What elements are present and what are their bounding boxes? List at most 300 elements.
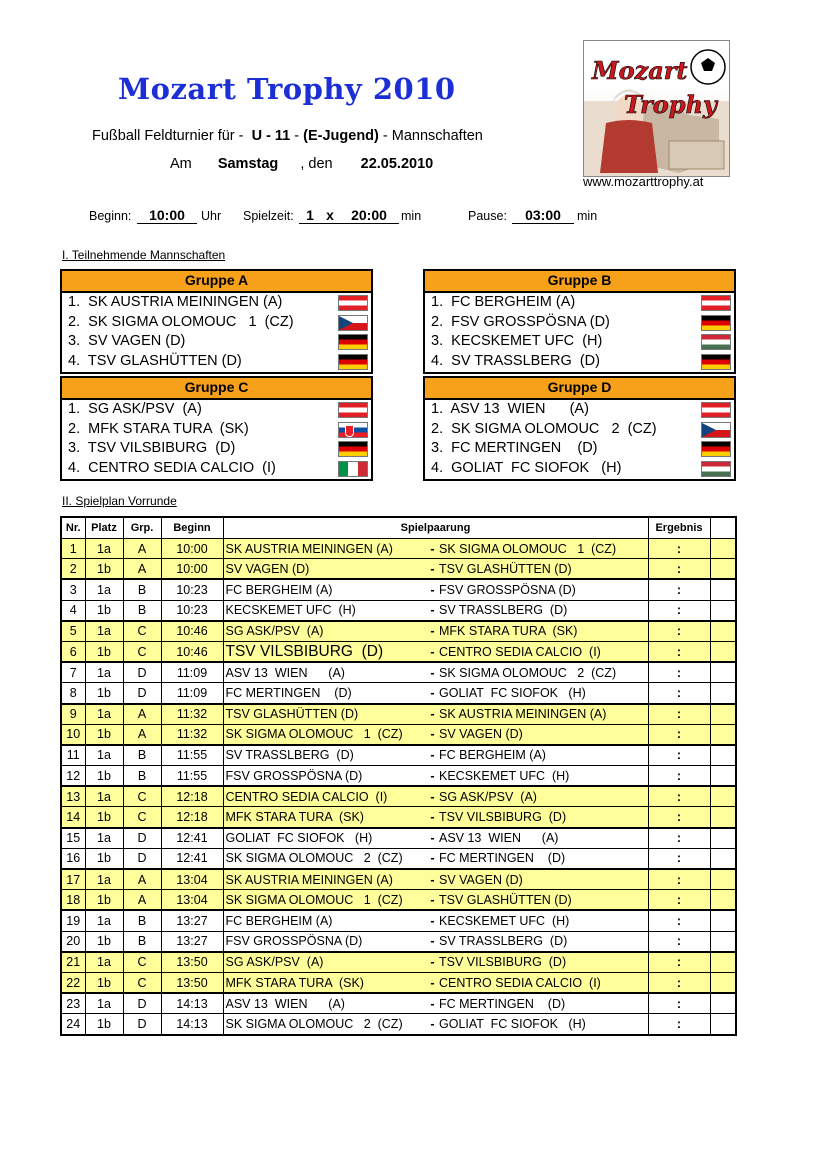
match-separator: - [430, 955, 435, 970]
logo-url: www.mozarttrophy.at [583, 174, 704, 189]
cell-platz: 1b [85, 724, 123, 745]
subtitle-category: (E-Jugend) [303, 128, 379, 144]
cell-away-team: CENTRO SEDIA CALCIO (I) [439, 975, 601, 990]
table-row [61, 910, 736, 931]
cell-grp: A [123, 704, 161, 725]
table-row [61, 579, 736, 600]
header-grp: Grp. [123, 517, 161, 539]
cell-platz: 1b [85, 641, 123, 662]
cell-grp: C [123, 952, 161, 973]
cell-home-team: GOLIAT FC SIOFOK (H) [223, 828, 426, 849]
cell-platz: 1b [85, 1014, 123, 1035]
match-separator: - [430, 851, 435, 866]
cell-grp: B [123, 931, 161, 952]
group-team-row [425, 400, 734, 420]
match-separator: - [430, 644, 435, 659]
header-spielpaarung: Spielpaarung [223, 517, 648, 539]
cell-away-team-wrap [426, 579, 648, 600]
flag-austria-icon [701, 402, 731, 418]
match-separator: - [430, 603, 435, 618]
cell-away-team: MFK STARA TURA (SK) [439, 624, 578, 639]
table-row [61, 724, 736, 745]
table-row [61, 683, 736, 704]
cell-home-team: SK SIGMA OLOMOUC 1 (CZ) [223, 890, 426, 911]
cell-result[interactable]: : [648, 662, 710, 683]
cell-result[interactable]: : [648, 724, 710, 745]
cell-result[interactable]: : [648, 704, 710, 725]
table-row [61, 848, 736, 869]
cell-away-team-wrap [426, 828, 648, 849]
cell-time: 13:27 [161, 910, 223, 931]
group-team-row [62, 332, 371, 352]
logo-text-mozart: Mozart [592, 56, 688, 85]
cell-away-team-wrap [426, 621, 648, 642]
cell-result[interactable]: : [648, 848, 710, 869]
cell-grp: B [123, 745, 161, 766]
cell-result[interactable]: : [648, 910, 710, 931]
cell-home-team: FC BERGHEIM (A) [223, 579, 426, 600]
subtitle-age: U - 11 [251, 128, 291, 144]
cell-away-team-wrap [426, 559, 648, 580]
cell-blank [710, 786, 736, 807]
schedule-table [60, 516, 737, 1036]
group-team-row [62, 400, 371, 420]
cell-time: 12:41 [161, 828, 223, 849]
cell-grp: D [123, 1014, 161, 1035]
team-label: 4. GOLIAT FC SIOFOK (H) [431, 459, 622, 476]
cell-grp: C [123, 641, 161, 662]
cell-result[interactable]: : [648, 683, 710, 704]
pause-value: 03:00 [512, 207, 574, 224]
table-row [61, 993, 736, 1014]
cell-nr: 12 [61, 766, 85, 787]
flag-germany-icon [338, 354, 368, 370]
cell-blank [710, 952, 736, 973]
cell-nr: 21 [61, 952, 85, 973]
cell-time: 11:09 [161, 683, 223, 704]
group-team-row [425, 352, 734, 372]
match-separator: - [430, 996, 435, 1011]
cell-away-team: FC MERTINGEN (D) [439, 851, 566, 866]
cell-nr: 24 [61, 1014, 85, 1035]
match-separator: - [430, 685, 435, 700]
cell-nr: 1 [61, 539, 85, 559]
cell-time: 10:00 [161, 559, 223, 580]
cell-platz: 1b [85, 807, 123, 828]
group-header: Gruppe A [62, 271, 371, 293]
header-nr: Nr. [61, 517, 85, 539]
cell-blank [710, 579, 736, 600]
cell-away-team-wrap [426, 848, 648, 869]
cell-platz: 1a [85, 539, 123, 559]
team-label: 1. SK AUSTRIA MEININGEN (A) [68, 294, 283, 310]
cell-platz: 1a [85, 828, 123, 849]
cell-home-team: CENTRO SEDIA CALCIO (I) [223, 786, 426, 807]
team-label: 1. SG ASK/PSV (A) [68, 401, 202, 417]
table-row [61, 539, 736, 559]
cell-platz: 1a [85, 745, 123, 766]
cell-platz: 1b [85, 600, 123, 621]
flag-hungary-icon [701, 461, 731, 477]
cell-grp: B [123, 579, 161, 600]
cell-away-team: SG ASK/PSV (A) [439, 789, 537, 804]
cell-home-team: FSV GROSSPÖSNA (D) [223, 766, 426, 787]
playtime-x: x [321, 207, 339, 224]
match-separator: - [430, 665, 435, 680]
cell-time: 10:23 [161, 579, 223, 600]
table-row [61, 1014, 736, 1035]
group-header: Gruppe C [62, 378, 371, 400]
flag-austria-icon [338, 402, 368, 418]
cell-grp: D [123, 993, 161, 1014]
cell-grp: A [123, 890, 161, 911]
cell-platz: 1a [85, 869, 123, 890]
cell-grp: C [123, 972, 161, 993]
cell-away-team: TSV GLASHÜTTEN (D) [439, 892, 572, 907]
match-separator: - [430, 727, 435, 742]
cell-home-team: TSV VILSBIBURG (D) [223, 641, 426, 662]
cell-nr: 7 [61, 662, 85, 683]
match-separator: - [430, 810, 435, 825]
cell-home-team: SV TRASSLBERG (D) [223, 745, 426, 766]
cell-nr: 22 [61, 972, 85, 993]
table-row [61, 890, 736, 911]
cell-away-team-wrap [426, 890, 648, 911]
table-row [61, 828, 736, 849]
pause-unit: min [577, 209, 598, 223]
group-box-a [60, 269, 373, 374]
cell-platz: 1a [85, 704, 123, 725]
match-separator: - [430, 561, 435, 576]
group-box-b [423, 269, 736, 374]
cell-platz: 1b [85, 848, 123, 869]
cell-away-team-wrap [426, 662, 648, 683]
cell-grp: C [123, 621, 161, 642]
cell-away-team-wrap [426, 807, 648, 828]
cell-platz: 1a [85, 579, 123, 600]
group-team-row [62, 313, 371, 333]
cell-platz: 1b [85, 559, 123, 580]
cell-away-team: SV TRASSLBERG (D) [439, 934, 568, 949]
table-row [61, 807, 736, 828]
team-label: 2. MFK STARA TURA (SK) [68, 420, 249, 437]
table-row [61, 641, 736, 662]
cell-away-team-wrap [426, 745, 648, 766]
cell-blank [710, 559, 736, 580]
cell-home-team: SK SIGMA OLOMOUC 2 (CZ) [223, 848, 426, 869]
cell-time: 10:46 [161, 641, 223, 662]
cell-grp: C [123, 807, 161, 828]
cell-grp: C [123, 786, 161, 807]
cell-away-team: GOLIAT FC SIOFOK (H) [439, 1016, 586, 1031]
cell-blank [710, 621, 736, 642]
cell-result[interactable]: : [648, 579, 710, 600]
cell-result[interactable]: : [648, 745, 710, 766]
cell-grp: A [123, 539, 161, 559]
group-team-row [425, 332, 734, 352]
cell-away-team-wrap [426, 786, 648, 807]
cell-time: 12:18 [161, 786, 223, 807]
logo-text-trophy: Trophy [624, 90, 717, 119]
cell-grp: B [123, 600, 161, 621]
table-row [61, 662, 736, 683]
team-label: 1. FC BERGHEIM (A) [431, 294, 576, 310]
cell-result[interactable]: : [648, 621, 710, 642]
cell-result[interactable]: : [648, 641, 710, 662]
cell-away-team: CENTRO SEDIA CALCIO (I) [439, 644, 601, 659]
playtime-value: 20:00 [339, 207, 399, 224]
cell-blank [710, 1014, 736, 1035]
cell-result[interactable]: : [648, 766, 710, 787]
cell-blank [710, 993, 736, 1014]
date-value: 22.05.2010 [360, 156, 434, 172]
cell-blank [710, 641, 736, 662]
table-row [61, 559, 736, 580]
cell-result[interactable]: : [648, 559, 710, 580]
cell-nr: 10 [61, 724, 85, 745]
cell-time: 10:46 [161, 621, 223, 642]
cell-grp: B [123, 910, 161, 931]
cell-away-team-wrap [426, 1014, 648, 1035]
cell-nr: 6 [61, 641, 85, 662]
cell-blank [710, 683, 736, 704]
cell-result[interactable]: : [648, 539, 710, 559]
subtitle-suffix: - Mannschaften [382, 128, 483, 144]
cell-away-team: SK AUSTRIA MEININGEN (A) [439, 707, 607, 722]
page-title: Mozart Trophy 2010 [118, 72, 456, 106]
table-row [61, 931, 736, 952]
section-teams-heading: I. Teilnehmende Mannschaften [62, 248, 226, 262]
flag-austria-icon [701, 295, 731, 311]
cell-blank [710, 704, 736, 725]
cell-blank [710, 745, 736, 766]
begin-label: Beginn: [89, 209, 132, 223]
cell-platz: 1a [85, 993, 123, 1014]
times-line [0, 209, 827, 229]
cell-home-team: FSV GROSSPÖSNA (D) [223, 931, 426, 952]
team-label: 3. FC MERTINGEN (D) [431, 440, 598, 456]
table-row [61, 952, 736, 973]
group-box-d [423, 376, 736, 481]
header-blank [710, 517, 736, 539]
table-row [61, 745, 736, 766]
cell-result[interactable]: : [648, 828, 710, 849]
cell-away-team: SV VAGEN (D) [439, 872, 523, 887]
subtitle-prefix: Fußball Feldturnier für - [92, 128, 244, 144]
flag-italy-icon [338, 461, 368, 477]
cell-away-team: KECSKEMET UFC (H) [439, 768, 570, 783]
flag-germany-icon [338, 334, 368, 350]
subtitle [92, 128, 483, 144]
cell-blank [710, 869, 736, 890]
cell-result[interactable]: : [648, 890, 710, 911]
group-team-row [425, 439, 734, 459]
group-team-row [62, 439, 371, 459]
cell-time: 11:32 [161, 704, 223, 725]
cell-platz: 1b [85, 972, 123, 993]
cell-nr: 14 [61, 807, 85, 828]
begin-value: 10:00 [137, 207, 197, 224]
date-am: Am [170, 156, 192, 172]
cell-time: 13:04 [161, 890, 223, 911]
header-platz: Platz [85, 517, 123, 539]
begin-unit: Uhr [201, 209, 222, 223]
cell-platz: 1b [85, 890, 123, 911]
cell-nr: 9 [61, 704, 85, 725]
cell-away-team: TSV VILSBIBURG (D) [439, 955, 567, 970]
cell-nr: 19 [61, 910, 85, 931]
group-team-row [62, 352, 371, 372]
cell-nr: 13 [61, 786, 85, 807]
cell-result[interactable]: : [648, 869, 710, 890]
cell-nr: 16 [61, 848, 85, 869]
match-separator: - [430, 1016, 435, 1031]
group-team-row [425, 293, 734, 313]
cell-grp: D [123, 848, 161, 869]
cell-result[interactable]: : [648, 600, 710, 621]
cell-away-team: FC BERGHEIM (A) [439, 748, 546, 763]
cell-away-team: KECSKEMET UFC (H) [439, 913, 570, 928]
date-line [170, 156, 433, 172]
match-separator: - [430, 624, 435, 639]
match-separator: - [430, 582, 435, 597]
cell-home-team: ASV 13 WIEN (A) [223, 993, 426, 1014]
cell-away-team-wrap [426, 952, 648, 973]
cell-time: 13:04 [161, 869, 223, 890]
cell-home-team: MFK STARA TURA (SK) [223, 972, 426, 993]
cell-blank [710, 910, 736, 931]
team-label: 2. FSV GROSSPÖSNA (D) [431, 313, 610, 330]
cell-away-team-wrap [426, 993, 648, 1014]
cell-platz: 1a [85, 910, 123, 931]
cell-nr: 20 [61, 931, 85, 952]
flag-czech-icon [701, 422, 731, 438]
cell-blank [710, 724, 736, 745]
cell-blank [710, 931, 736, 952]
group-team-row [62, 459, 371, 479]
group-team-row [425, 420, 734, 440]
playtime-unit: min [401, 209, 422, 223]
cell-away-team-wrap [426, 704, 648, 725]
cell-blank [710, 662, 736, 683]
cell-away-team-wrap [426, 766, 648, 787]
table-row [61, 869, 736, 890]
cell-away-team: SV TRASSLBERG (D) [439, 603, 568, 618]
cell-result[interactable]: : [648, 972, 710, 993]
cell-nr: 11 [61, 745, 85, 766]
cell-blank [710, 848, 736, 869]
match-separator: - [430, 768, 435, 783]
cell-platz: 1b [85, 683, 123, 704]
logo-graphic [584, 41, 729, 176]
cell-time: 13:50 [161, 972, 223, 993]
table-row [61, 786, 736, 807]
cell-home-team: SG ASK/PSV (A) [223, 952, 426, 973]
team-label: 4. CENTRO SEDIA CALCIO (I) [68, 459, 276, 476]
cell-nr: 15 [61, 828, 85, 849]
cell-away-team: ASV 13 WIEN (A) [439, 831, 559, 846]
cell-result[interactable]: : [648, 1014, 710, 1035]
cell-blank [710, 766, 736, 787]
playtime-count: 1 [299, 207, 321, 224]
flag-germany-icon [701, 354, 731, 370]
cell-home-team: SK AUSTRIA MEININGEN (A) [223, 539, 426, 559]
cell-blank [710, 828, 736, 849]
cell-result[interactable]: : [648, 807, 710, 828]
cell-away-team-wrap [426, 972, 648, 993]
cell-grp: D [123, 683, 161, 704]
cell-home-team: SK SIGMA OLOMOUC 2 (CZ) [223, 1014, 426, 1035]
cell-platz: 1b [85, 766, 123, 787]
cell-grp: B [123, 766, 161, 787]
team-label: 3. TSV VILSBIBURG (D) [68, 440, 236, 456]
cell-nr: 17 [61, 869, 85, 890]
cell-grp: D [123, 662, 161, 683]
match-separator: - [430, 541, 435, 556]
table-row [61, 766, 736, 787]
cell-away-team: SK SIGMA OLOMOUC 2 (CZ) [439, 665, 617, 680]
group-team-row [62, 420, 371, 440]
team-label: 2. SK SIGMA OLOMOUC 1 (CZ) [68, 313, 294, 330]
match-separator: - [430, 789, 435, 804]
cell-grp: D [123, 828, 161, 849]
group-box-c [60, 376, 373, 481]
group-header: Gruppe B [425, 271, 734, 293]
cell-away-team: TSV VILSBIBURG (D) [439, 810, 567, 825]
cell-away-team-wrap [426, 683, 648, 704]
match-separator: - [430, 872, 435, 887]
flag-hungary-icon [701, 334, 731, 350]
cell-home-team: FC BERGHEIM (A) [223, 910, 426, 931]
cell-home-team: SK SIGMA OLOMOUC 1 (CZ) [223, 724, 426, 745]
cell-time: 14:13 [161, 1014, 223, 1035]
team-label: 3. SV VAGEN (D) [68, 333, 186, 349]
cell-time: 12:41 [161, 848, 223, 869]
match-separator: - [430, 975, 435, 990]
cell-away-team: FC MERTINGEN (D) [439, 996, 566, 1011]
cell-time: 11:55 [161, 766, 223, 787]
cell-away-team-wrap [426, 869, 648, 890]
cell-nr: 5 [61, 621, 85, 642]
cell-result[interactable]: : [648, 931, 710, 952]
cell-away-team: GOLIAT FC SIOFOK (H) [439, 685, 586, 700]
flag-germany-icon [701, 315, 731, 331]
cell-result[interactable]: : [648, 786, 710, 807]
mozart-trophy-logo [583, 40, 730, 177]
team-label: 4. SV TRASSLBERG (D) [431, 352, 600, 369]
cell-time: 11:32 [161, 724, 223, 745]
cell-home-team: FC MERTINGEN (D) [223, 683, 426, 704]
schedule-header-row [61, 517, 736, 539]
cell-away-team-wrap [426, 641, 648, 662]
cell-result[interactable]: : [648, 993, 710, 1014]
cell-result[interactable]: : [648, 952, 710, 973]
cell-time: 13:50 [161, 952, 223, 973]
cell-home-team: TSV GLASHÜTTEN (D) [223, 704, 426, 725]
header-ergebnis: Ergebnis [648, 517, 710, 539]
team-label: 4. TSV GLASHÜTTEN (D) [68, 352, 242, 369]
team-label: 3. KECSKEMET UFC (H) [431, 333, 603, 349]
cell-grp: A [123, 869, 161, 890]
cell-away-team: FSV GROSSPÖSNA (D) [439, 582, 576, 597]
group-team-row [425, 459, 734, 479]
cell-away-team-wrap [426, 724, 648, 745]
cell-nr: 4 [61, 600, 85, 621]
date-den: , den [300, 156, 333, 172]
flag-germany-icon [338, 441, 368, 457]
flag-austria-icon [338, 295, 368, 311]
cell-time: 13:27 [161, 931, 223, 952]
